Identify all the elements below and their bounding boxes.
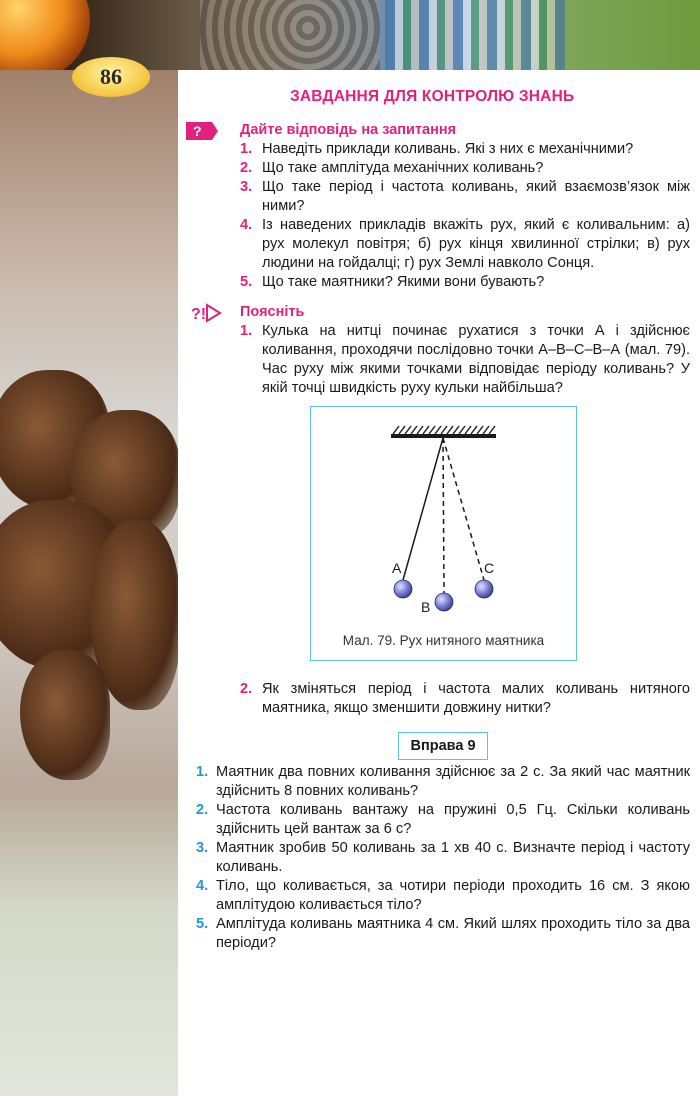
label-c: C (484, 560, 495, 576)
exercise-item (196, 839, 690, 877)
item-number: 2. (196, 802, 209, 818)
figure-caption: Мал. 79. Рух нитяного маятника (342, 633, 545, 648)
exercise-item (196, 801, 690, 839)
item-number: 4. (196, 878, 209, 894)
item-number: 5. (240, 274, 253, 290)
label-a: A (392, 560, 402, 576)
section-title: ЗАВДАННЯ ДЛЯ КОНТРОЛЮ ЗНАНЬ (290, 88, 575, 105)
string-a (403, 438, 443, 580)
exercise-item (196, 877, 690, 915)
ball-a (394, 580, 412, 598)
page-number: 86 (72, 57, 150, 97)
label-b: B (421, 599, 431, 615)
item-text: Як зміняться період і частота малих коливань нитяного маятника, якщо зменшити довжину нитки? (262, 681, 690, 716)
list-item (240, 273, 690, 292)
item-number: 1. (240, 141, 253, 157)
side-illustration (0, 70, 178, 1096)
item-number: 4. (240, 217, 253, 233)
list-item (240, 322, 690, 398)
gears-image (200, 0, 380, 70)
item-number: 1. (240, 323, 253, 339)
exercise-title: Вправа 9 (398, 732, 488, 760)
ball-b (435, 593, 453, 611)
block2-heading: Поясніть (240, 304, 305, 320)
list-item (240, 680, 690, 718)
item-number: 5. (196, 916, 209, 932)
list-item (240, 140, 690, 159)
item-text: Із наведених прикладів вкажіть рух, який є коливальним: а) рух молекул повітря; б) рух кінця хвилинної стрілки; в) рух людини на гойдалці; г) рух Землі навколо Сонця. (262, 217, 690, 271)
pendulum-figure (310, 406, 577, 661)
item-text: Що таке маятники? Якими вони бувають? (262, 274, 545, 290)
ceiling-bar (391, 434, 496, 438)
horse-image (20, 650, 110, 780)
item-text: Частота коливань вантажу на пружині 0,5 Гц. Скільки коливань здійснить цей вантаж за 6 с? (216, 802, 690, 837)
item-text: Маятник два повних коливання здійснює за 2 с. За який час маятник здійснить 8 повних коливань? (216, 764, 690, 799)
item-number: 1. (196, 764, 209, 780)
block1-heading: Дайте відповідь на запитання (240, 122, 457, 138)
ceiling-hatching (393, 426, 495, 434)
list-item (240, 216, 690, 273)
item-number: 3. (196, 840, 209, 856)
item-text: Тіло, що коливається, за чотири періоди проходить 16 см. З якою амплітудою коливається тіло? (216, 878, 690, 913)
item-number: 2. (240, 160, 253, 176)
item-number: 3. (240, 179, 253, 195)
list-item (240, 159, 690, 178)
item-text: Наведіть приклади коливань. Які з них є механічними? (262, 141, 634, 157)
item-text: Кулька на нитці починає рухатися з точки А і здійснює коливання, проходячи послідовно точки А–В–С–В–А (мал. 79). Час руху між якими точками відповідає періоду коливань? У якій точці швидкість руху кульки найбільша? (262, 323, 690, 396)
item-text: Амплітуда коливань маятника 4 см. Який шлях проходить тіло за два періоди? (216, 916, 690, 951)
cyclists-image (385, 0, 565, 70)
item-text: Що таке період і частота коливань, який взаємозв’язок між ними? (262, 179, 690, 214)
pendulum-diagram (311, 407, 576, 627)
content-column (178, 70, 700, 1096)
ball-c (475, 580, 493, 598)
item-text: Маятник зробив 50 коливань за 1 хв 40 с. Визначте період і частоту коливань. (216, 840, 690, 875)
string-c (443, 438, 484, 580)
svg-text:?!: ?! (191, 306, 207, 323)
list-item (240, 178, 690, 216)
exclaim-question-arrow-icon (190, 302, 226, 324)
exercise-item (196, 915, 690, 953)
item-number: 2. (240, 681, 253, 697)
exercise-item (196, 763, 690, 801)
svg-text:?: ? (193, 123, 202, 139)
string-b (443, 438, 444, 593)
item-text: Що таке амплітуда механічних коливань? (262, 160, 544, 176)
question-arrow-icon (184, 120, 220, 142)
